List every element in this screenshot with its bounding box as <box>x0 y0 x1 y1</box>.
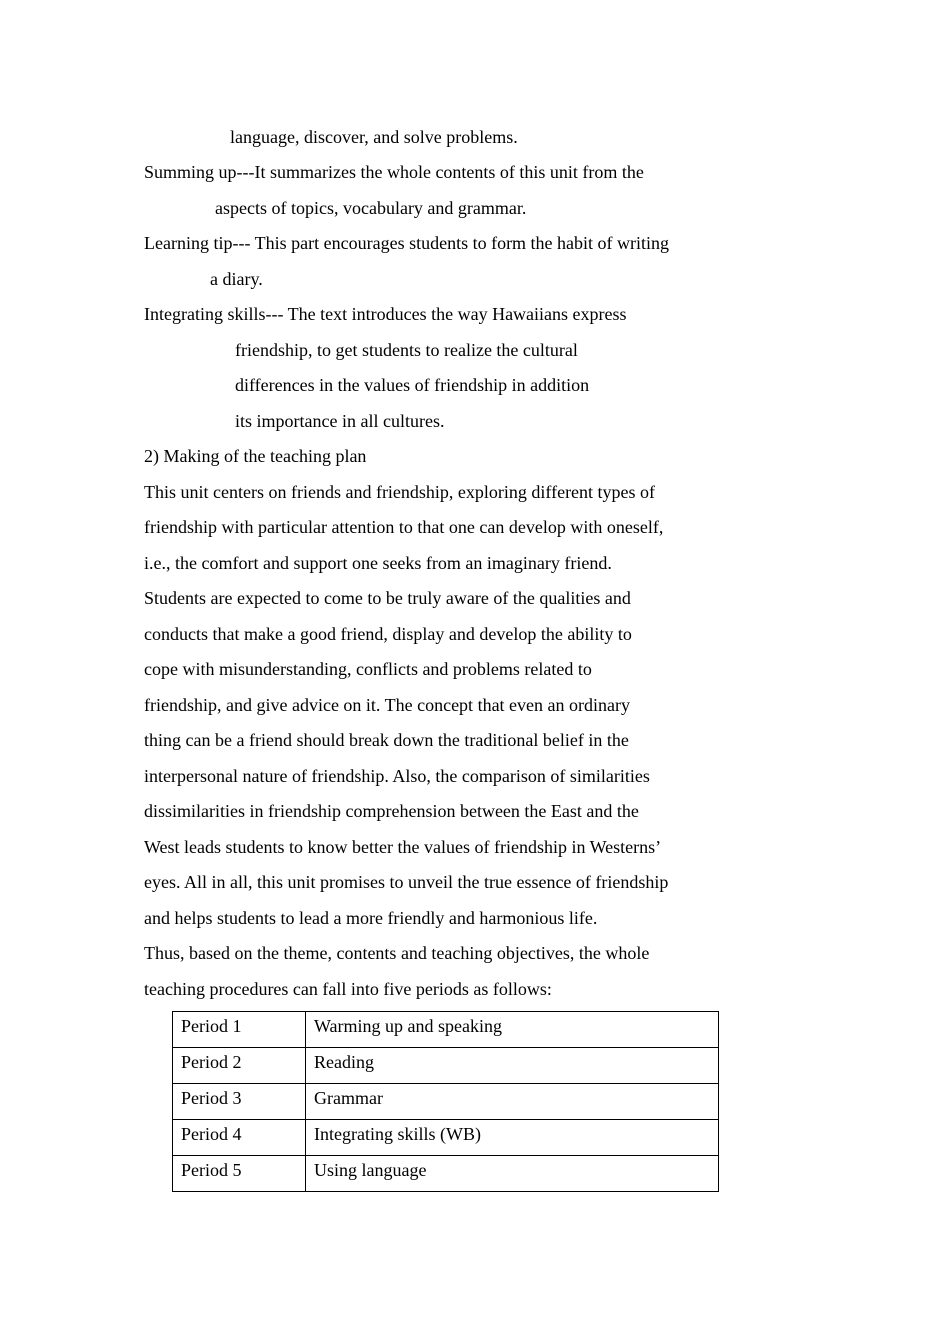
text-line: friendship with particular attention to that one can develop with oneself, <box>144 517 664 537</box>
period-cell: Period 3 <box>173 1084 306 1120</box>
text-line: conducts that make a good friend, display and develop the ability to <box>144 624 632 644</box>
text-line: Integrating skills--- The text introduces the way Hawaiians express <box>144 304 627 324</box>
text-line: interpersonal nature of friendship. Also, the comparison of similarities <box>144 766 650 786</box>
table-row <box>173 1120 719 1156</box>
text-line: Students are expected to come to be truly aware of the qualities and <box>144 588 631 608</box>
period-cell: Period 1 <box>173 1012 306 1048</box>
text-line: Learning tip--- This part encourages students to form the habit of writing <box>144 233 670 253</box>
text-line: differences in the values of friendship in addition <box>235 375 590 395</box>
content-cell: Warming up and speaking <box>306 1012 719 1048</box>
text-line: Thus, based on the theme, contents and teaching objectives, the whole <box>144 943 650 963</box>
period-cell: Period 5 <box>173 1156 306 1192</box>
text-line: West leads students to know better the values of friendship in Westerns’ <box>144 837 662 857</box>
text-line: This unit centers on friends and friendship, exploring different types of <box>144 482 656 502</box>
table-row <box>173 1084 719 1120</box>
text-line: eyes. All in all, this unit promises to unveil the true essence of friendship <box>144 872 669 892</box>
text-line: thing can be a friend should break down the traditional belief in the <box>144 730 629 750</box>
period-cell: Period 2 <box>173 1048 306 1084</box>
content-cell: Using language <box>306 1156 719 1192</box>
text-line: a diary. <box>210 269 263 289</box>
text-line: friendship, and give advice on it. The concept that even an ordinary <box>144 695 630 715</box>
text-line: dissimilarities in friendship comprehension between the East and the <box>144 801 639 821</box>
content-cell: Reading <box>306 1048 719 1084</box>
text-line: aspects of topics, vocabulary and grammar. <box>215 198 527 218</box>
text-line: teaching procedures can fall into five periods as follows: <box>144 979 552 999</box>
content-cell: Integrating skills (WB) <box>306 1120 719 1156</box>
text-line: cope with misunderstanding, conflicts and problems related to <box>144 659 592 679</box>
text-line: Summing up---It summarizes the whole contents of this unit from the <box>144 162 644 182</box>
section-heading: 2) Making of the teaching plan <box>144 446 367 466</box>
text-line: its importance in all cultures. <box>235 411 445 431</box>
period-cell: Period 4 <box>173 1120 306 1156</box>
text-line: and helps students to lead a more friendly and harmonious life. <box>144 908 598 928</box>
periods-table <box>172 1011 719 1192</box>
text-line: friendship, to get students to realize the cultural <box>235 340 578 360</box>
table-row <box>173 1048 719 1084</box>
table-row <box>173 1012 719 1048</box>
table-row <box>173 1156 719 1192</box>
text-line: i.e., the comfort and support one seeks from an imaginary friend. <box>144 553 612 573</box>
text-line: language, discover, and solve problems. <box>230 127 518 147</box>
content-cell: Grammar <box>306 1084 719 1120</box>
